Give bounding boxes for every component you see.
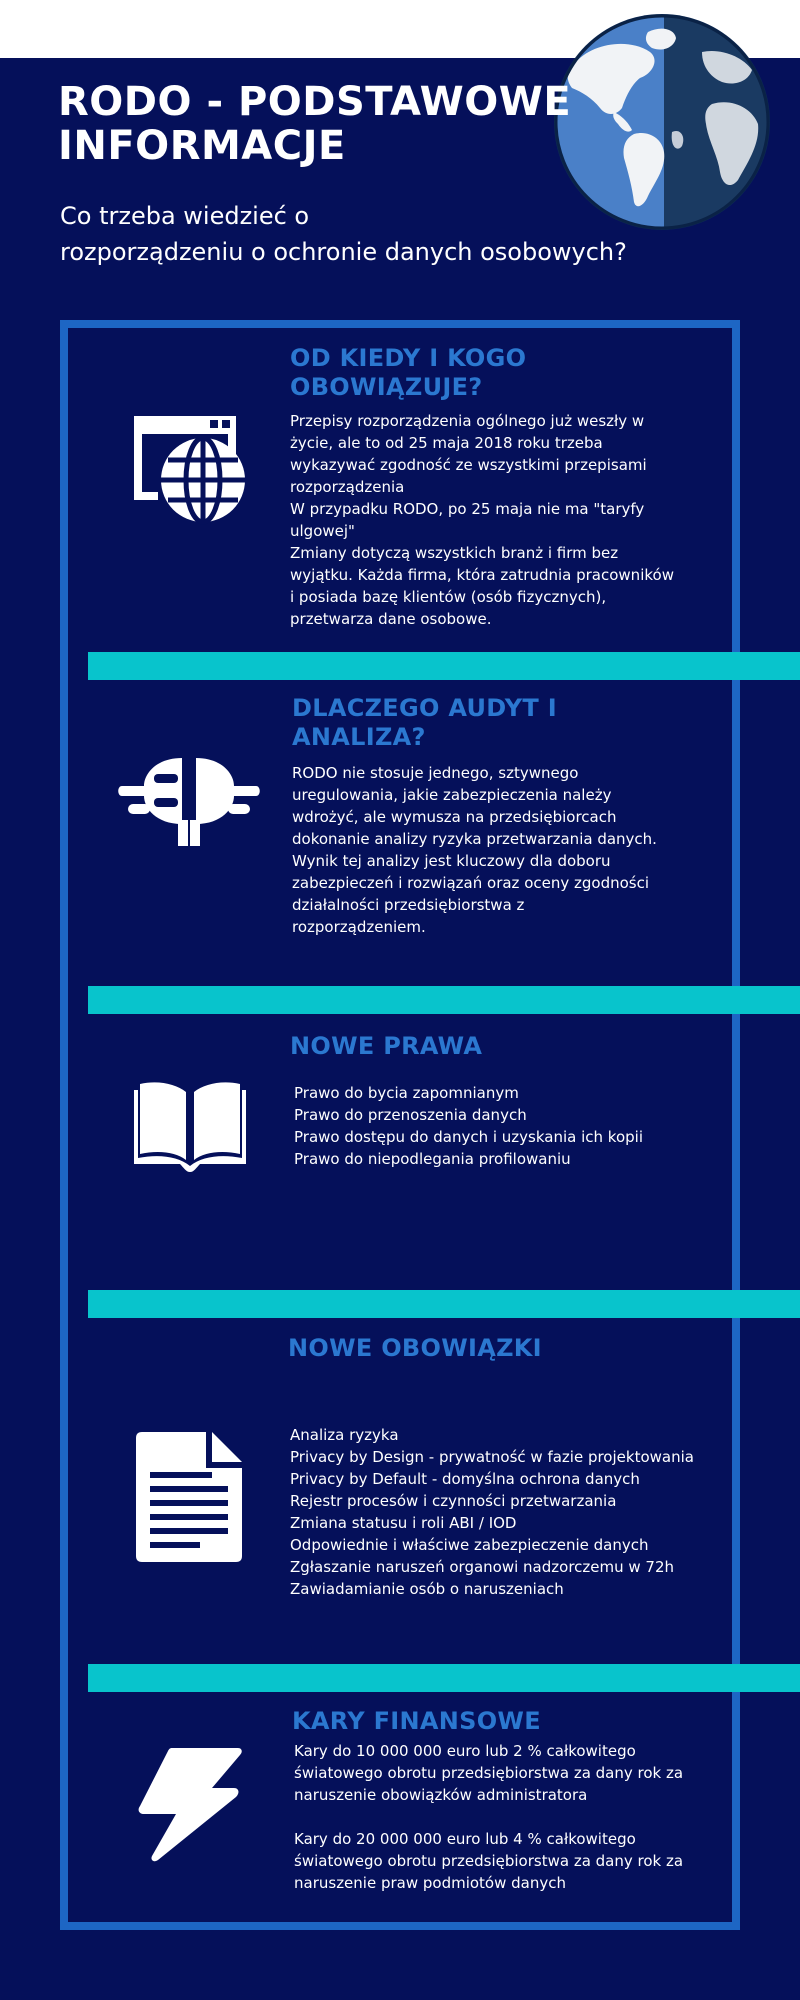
text-line: rozporządzeniem. <box>292 918 426 936</box>
page-title-line-1: RODO - PODSTAWOWE <box>58 79 572 125</box>
text-line: Prawo do niepodlegania profilowaniu <box>294 1150 571 1168</box>
section-title-line-2: OBOWIĄZUJE? <box>290 373 483 401</box>
text-line: Zmiana statusu i roli ABI / IOD <box>290 1514 517 1532</box>
text-line: dokonanie analizy ryzyka przetwarzania danych. <box>292 830 657 848</box>
text-line: Zgłaszanie naruszeń organowi nadzorczemu w 72h <box>290 1558 675 1576</box>
section-title-line-1: OD KIEDY I KOGO <box>290 344 527 372</box>
text-line: Kary do 10 000 000 euro lub 2 % całkowitego <box>294 1742 636 1760</box>
text-line: życie, ale to od 25 maja 2018 roku trzeba <box>290 434 603 452</box>
section-text <box>294 1740 683 1894</box>
section-text <box>292 762 657 938</box>
section-title <box>292 1707 541 1736</box>
text-line: naruszenie obowiązków administratora <box>294 1786 588 1804</box>
text-line: Prawo do przenoszenia danych <box>294 1106 527 1124</box>
text-line: wykazywać zgodność ze wszystkimi przepisami <box>290 456 647 474</box>
text-line: światowego obrotu przedsiębiorstwa za dany rok za <box>294 1852 684 1870</box>
page-title <box>58 80 571 168</box>
text-line: Prawo dostępu do danych i uzyskania ich kopii <box>294 1128 643 1146</box>
text-line: wdrożyć, ale wymusza na przedsiębiorcach <box>292 808 617 826</box>
lightning-icon <box>136 1746 242 1862</box>
text-line: i posiada bazę klientów (osób fizycznych), <box>290 588 607 606</box>
section-divider-band <box>88 652 800 680</box>
text-line: działalności przedsiębiorstwa z <box>292 896 525 914</box>
text-line: uregulowania, jakie zabezpieczenia należy <box>292 786 612 804</box>
section-text <box>290 410 674 630</box>
section-divider-band <box>88 1664 800 1692</box>
text-line: RODO nie stosuje jednego, sztywnego <box>292 764 579 782</box>
text-line: Privacy by Default - domyślna ochrona danych <box>290 1470 640 1488</box>
section-title <box>292 694 557 752</box>
page-subtitle-line-2: rozporządzeniu o ochronie danych osobowych? <box>60 238 627 266</box>
section-text <box>290 1424 694 1600</box>
section-title <box>288 1334 542 1363</box>
section-title-line-1: NOWE PRAWA <box>290 1032 483 1060</box>
text-line: Prawo do bycia zapomnianym <box>294 1084 519 1102</box>
text-line: Przepisy rozporządzenia ogólnego już weszły w <box>290 412 645 430</box>
spacer-line <box>294 1806 683 1828</box>
page-subtitle <box>60 198 700 270</box>
page-title-line-2: INFORMACJE <box>58 123 346 169</box>
section-divider-band <box>88 1290 800 1318</box>
text-line: Wynik tej analizy jest kluczowy dla doboru <box>292 852 611 870</box>
section-title-line-1: DLACZEGO AUDYT I <box>292 694 557 722</box>
section-title-line-1: KARY FINANSOWE <box>292 1707 541 1735</box>
text-line: Odpowiednie i właściwe zabezpieczenie danych <box>290 1536 649 1554</box>
section-text <box>294 1082 643 1170</box>
text-line: Privacy by Design - prywatność w fazie projektowania <box>290 1448 694 1466</box>
text-line: ulgowej" <box>290 522 355 540</box>
text-line: zabezpieczeń i rozwiązań oraz oceny zgodności <box>292 874 650 892</box>
text-line: Kary do 20 000 000 euro lub 4 % całkowitego <box>294 1830 636 1848</box>
section-divider-band <box>88 986 800 1014</box>
section-title <box>290 344 526 402</box>
web-globe-icon <box>128 408 248 528</box>
book-icon <box>134 1080 246 1174</box>
text-line: Zawiadamianie osób o naruszeniach <box>290 1580 564 1598</box>
text-line: wyjątku. Każda firma, która zatrudnia pracowników <box>290 566 674 584</box>
section-title-line-2: ANALIZA? <box>292 723 426 751</box>
document-icon <box>136 1432 242 1562</box>
text-line: Rejestr procesów i czynności przetwarzania <box>290 1492 617 1510</box>
text-line: rozporządzenia <box>290 478 405 496</box>
text-line: Analiza ryzyka <box>290 1426 399 1444</box>
text-line: W przypadku RODO, po 25 maja nie ma "taryfy <box>290 500 645 518</box>
text-line: światowego obrotu przedsiębiorstwa za dany rok za <box>294 1764 684 1782</box>
section-title-line-1: NOWE OBOWIĄZKI <box>288 1334 542 1362</box>
plug-icon <box>118 752 260 848</box>
text-line: przetwarza dane osobowe. <box>290 610 492 628</box>
text-line: Zmiany dotyczą wszystkich branż i firm bez <box>290 544 619 562</box>
section-title <box>290 1032 482 1061</box>
page-subtitle-line-1: Co trzeba wiedzieć o <box>60 202 310 230</box>
text-line: naruszenie praw podmiotów danych <box>294 1874 566 1892</box>
